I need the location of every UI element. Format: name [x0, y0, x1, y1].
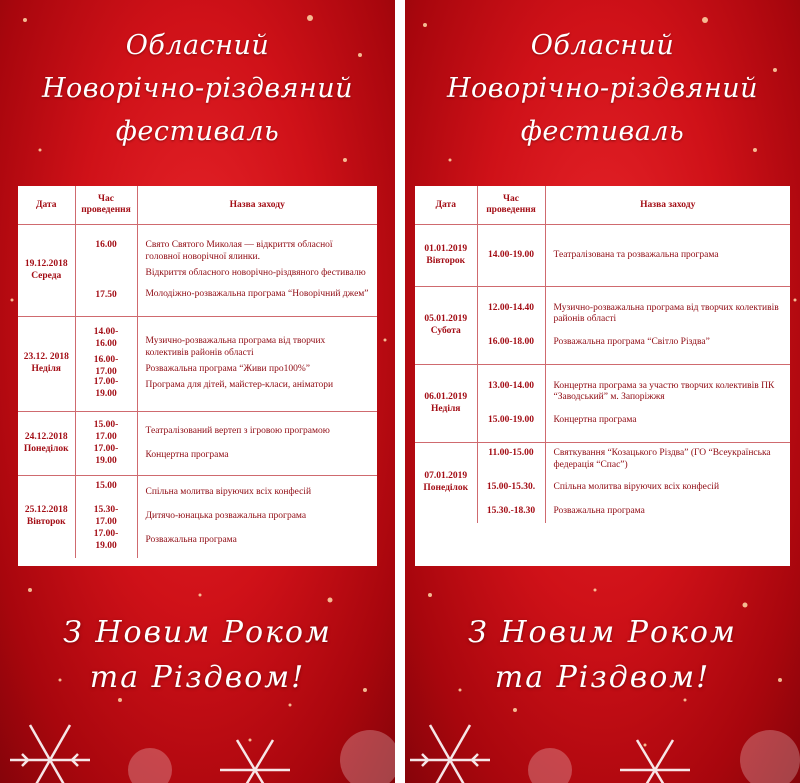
header-date: Дата — [415, 186, 477, 225]
festival-title-line-2: Новорічно-різдвяний — [446, 73, 759, 104]
schedule-table-december — [18, 186, 377, 558]
time-cell: 14.00-19.00 — [477, 225, 545, 287]
greeting-line-1: З Новим Роком — [468, 615, 737, 650]
header-time: Час проведення — [75, 186, 137, 225]
date-cell: 19.12.2018 Середа — [18, 225, 75, 317]
header-date: Дата — [18, 186, 75, 225]
date-cell: 24.12.2018 Понеділок — [18, 412, 75, 476]
table-row — [18, 412, 377, 476]
greeting-line-2: та Різдвом! — [89, 660, 306, 695]
panel-divider — [395, 0, 405, 783]
festival-title-line-2: Новорічно-різдвяний — [41, 73, 354, 104]
table-row — [415, 287, 790, 365]
greeting-line-2: та Різдвом! — [494, 660, 711, 695]
date-cell: 23.12. 2018 Неділя — [18, 317, 75, 412]
event-cell: Театралізована та розважальна програма — [545, 225, 790, 287]
event-cell: Спільна молитва віруючих всіх конфесій Дитячо-юнацька розважальна програма Розважальна програма — [145, 486, 312, 545]
poster-panel-left — [0, 0, 395, 783]
schedule-card-january — [415, 186, 790, 566]
date-cell: 25.12.2018 Вівторок — [18, 476, 75, 558]
table-row — [18, 476, 377, 558]
event-cell: Музично-розважальна програма від творчих колективів районів області Розважальна програма “Світло Різдва” — [545, 287, 790, 365]
time-cell: 11.00-15.00 15.00-15.30. 15.30.-18.30 — [477, 443, 545, 523]
event-cell: Театралізований вертеп з ігровою програмою Концертна програма — [137, 412, 377, 476]
festival-title-line-1: Обласний — [125, 30, 270, 61]
event-cell: Концертна програма за участю творчих колективів ПК “Заводський” м. Запоріжжя Концертна програма — [545, 365, 790, 443]
event-cell: Свято Святого Миколая — відкриття обласної головної новорічної ялинки. Відкриття обласного новорічно-різдвяного фестивалю Молодіжно-розважальна програма “Новорічний джем” — [137, 225, 377, 317]
time-cell: 16.00 17.50 — [75, 225, 137, 317]
table-header-row — [415, 186, 790, 225]
schedule-table-january — [415, 186, 790, 523]
table-row — [415, 443, 790, 523]
festival-title-line-3: фестиваль — [115, 116, 280, 147]
event-cell: Святкування “Козацького Різдва” (ГО “Всеукраїнська федерація “Спас”) Спільна молитва віруючих всіх конфесій Розважальна програма — [553, 448, 771, 516]
greeting-line-1: З Новим Роком — [63, 615, 332, 650]
festival-title-line-1: Обласний — [530, 30, 675, 61]
date-cell: 06.01.2019 Неділя — [415, 365, 477, 443]
time-cell: 13.00-14.00 15.00-19.00 — [477, 365, 545, 443]
table-header-row — [18, 186, 377, 225]
header-event: Назва заходу — [545, 186, 790, 225]
festival-title-line-3: фестиваль — [520, 116, 685, 147]
date-cell: 07.01.2019 Понеділок — [415, 443, 477, 523]
date-cell: 01.01.2019 Вівторок — [415, 225, 477, 287]
time-cell: 14.00-16.00 16.00-17.00 17.00-19.00 — [75, 317, 137, 412]
time-cell: 12.00-14.40 16.00-18.00 — [477, 287, 545, 365]
table-row — [18, 317, 377, 412]
date-cell: 05.01.2019 Субота — [415, 287, 477, 365]
poster-panel-right — [405, 0, 800, 783]
table-row — [415, 225, 790, 287]
time-cell: 15.00-17.00 17.00-19.00 — [75, 412, 137, 476]
event-cell: Музично-розважальна програма від творчих колективів районів області Розважальна програма “Живи про100%” Програма для дітей, майстер-класи, аніматори — [137, 317, 377, 412]
header-event: Назва заходу — [137, 186, 377, 225]
table-row — [415, 365, 790, 443]
table-row — [18, 225, 377, 317]
time-cell: 15.00 15.30-17.00 17.00-19.00 — [75, 476, 137, 558]
header-time: Час проведення — [477, 186, 545, 225]
schedule-card-december — [18, 186, 377, 566]
